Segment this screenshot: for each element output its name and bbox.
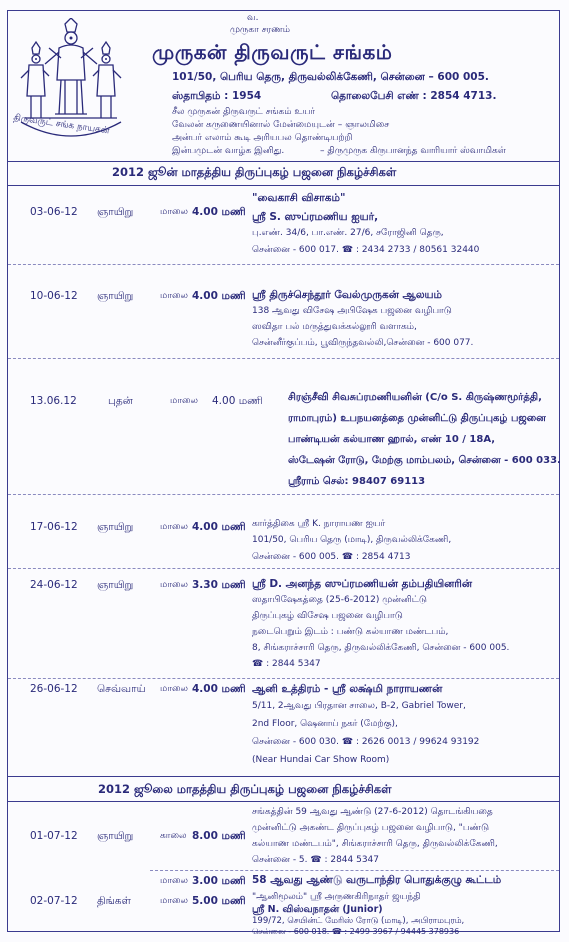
event-session: மாலை — [160, 522, 188, 532]
event-line: சென்னை - 600 030. ☎ : 2626 0013 / 99624 93192 — [252, 737, 480, 747]
event-session: மாலை — [160, 207, 188, 217]
event-line: சென்னை - 5. ☎ : 2844 5347 — [252, 855, 380, 865]
event-line: 5/11, 2ஆவது பிரதான சாலை, B-2, Gabriel Tower, — [252, 701, 466, 711]
event-time: 8.00 மணி — [192, 830, 246, 842]
event-line: சிரஞ்சீவி சிவசுப்ரமணியனின் (C/o S. கிருஷ்ணமூர்த்தி, — [288, 392, 542, 403]
event-day: செவ்வாய் — [97, 683, 146, 695]
event-line: பு.எண். 34/6, பா.எண். 27/6, சரோஜினி தெரு, — [252, 228, 444, 238]
event-line: 199/72, செயின்ட் மேரிஸ் ரோடு (மாடி), அபிராமபுரம், — [252, 916, 465, 926]
event-time: 4.00 மணி — [192, 206, 246, 218]
event-line: ஸதாபிஷேகத்தை (25-6-2012) முன்னிட்டு — [252, 595, 427, 605]
event-line: கல்யாண மண்டபம்", சிங்கராச்சாரி தெரு, திருவல்லிக்கேணி, — [252, 839, 498, 849]
event-line: ஸ்ரீ N. விஸ்வநாதன் (Junior) — [252, 904, 383, 915]
event-time: 3.30 மணி — [192, 579, 246, 591]
section-divider — [8, 185, 559, 186]
section-divider — [8, 801, 559, 802]
event-date: 03-06-12 — [30, 206, 78, 218]
row-divider — [8, 264, 559, 265]
event-session: மாலை — [160, 876, 188, 886]
event-line: ஸ்டேஷன் ரோடு, மேற்கு மாம்பலம், சென்னை - 600 033. — [288, 455, 561, 466]
event-line: சென்னை - 600 018. ☎ : 2499 3967 / 94445 378936 — [252, 927, 460, 936]
event-line: "ஆனிமூலம்" ஸ்ரீ அருணகிரிநாதர் ஜயந்தி — [252, 892, 421, 902]
event-date: 24-06-12 — [30, 579, 78, 591]
event-date: 02-07-12 — [30, 895, 78, 907]
header-divider — [8, 161, 559, 162]
event-session: மாலை — [170, 396, 198, 406]
verse-author: – திருமுருக கிருபானந்த வாரியார் ஸ்வாமிகள் — [320, 146, 506, 156]
event-date: 01-07-12 — [30, 830, 78, 842]
org-address: 101/50, பெரிய தெரு, திருவல்லிக்கேணி, சென்னை – 600 005. — [172, 71, 489, 83]
motto: முருகா சரணம் — [230, 25, 290, 35]
event-session: மாலை — [160, 896, 188, 906]
event-day: ஞாயிறு — [97, 290, 134, 302]
event-line: ஸவிதா பல் மருத்துவக்கல்லூரி வளாகம், — [252, 322, 417, 332]
event-line: ஸ்ரீ திருச்செந்தூர் வேல்முருகன் ஆலயம் — [252, 289, 442, 301]
section-title-june: 2012 ஜூன் மாதத்திய திருப்புகழ் பஜனை நிகழ்ச்சிகள் — [112, 165, 397, 179]
event-line: ஆனி உத்திரம் - ஸ்ரீ லக்ஷ்மி நாராயணன் — [252, 683, 443, 695]
logo-caption: திருவருட் சங்க நாயகன் — [12, 113, 111, 137]
event-session: மாலை — [160, 291, 188, 301]
org-name: முருகன் திருவருட் சங்கம் — [152, 40, 393, 64]
event-date: 17-06-12 — [30, 521, 78, 533]
section-title-july: 2012 ஜூலை மாதத்திய திருப்புகழ் பஜனை நிகழ்ச்சிகள் — [98, 782, 392, 796]
event-line: "வைகாசி விசாகம்" — [252, 192, 346, 204]
event-day: ஞாயிறு — [97, 579, 134, 591]
section-divider — [8, 776, 559, 777]
event-session: மாலை — [160, 684, 188, 694]
event-line: நடைபெறும் இடம் : பண்டு கல்யாண மண்டபம், — [252, 627, 449, 637]
event-day: திங்கள் — [97, 895, 131, 907]
event-session: காலை — [160, 831, 187, 841]
row-divider — [8, 568, 559, 569]
event-line: ஸ்ரீராம் செல்: 98407 69113 — [288, 476, 426, 487]
event-line: 2nd Floor, ஷெனாய் நகர் (மேற்கு), — [252, 719, 398, 729]
event-line: ☎ : 2844 5347 — [252, 659, 321, 669]
event-day: ஞாயிறு — [97, 206, 134, 218]
verse-line-1: சீல முருகன் திருவருட் சங்கம் உயர் — [172, 107, 315, 117]
event-line: சென்னை - 600 017. ☎ : 2434 2733 / 80561 32440 — [252, 245, 480, 255]
event-day: புதன் — [108, 395, 133, 407]
event-date: 10-06-12 — [30, 290, 78, 302]
event-line: 8, சிங்கராச்சாரி தெரு, திருவல்லிக்கேணி, சென்னை - 600 005. — [252, 643, 510, 653]
event-line: முன்னிட்டு அகண்ட திருப்புகழ் பஜனை வழிபாடு, "பண்டு — [252, 823, 490, 833]
event-session: மாலை — [160, 580, 188, 590]
row-divider — [150, 870, 559, 871]
row-divider — [8, 358, 559, 359]
event-line: திருப்புகழ் விசேஷ பஜனை வழிபாடு — [252, 611, 403, 621]
event-line: சங்கத்தின் 59 ஆவது ஆண்டு (27-6-2012) தொடங்கியதை — [252, 807, 493, 817]
invocation: வ. — [247, 13, 259, 23]
event-line: ஸ்ரீ S. ஸுப்ரமணிய ஐயர், — [252, 211, 379, 223]
event-date: 13.06.12 — [30, 395, 77, 407]
event-line: ஸ்ரீ D. அனந்த ஸுப்ரமணியன் தம்பதியினரின் — [252, 578, 473, 590]
event-time: 3.00 மணி — [192, 875, 246, 887]
event-time: 5.00 மணி — [192, 895, 246, 907]
event-time: 4.00 மணி — [192, 290, 246, 302]
verse-line-4: இன்பமுடன் வாழ்க இனிது. — [172, 146, 285, 156]
event-line: (Near Hundai Car Show Room) — [252, 755, 390, 765]
event-line: சென்னீர்குப்பம், பூவிருந்தவல்லி,சென்னை - 600 077. — [252, 338, 474, 348]
event-date: 26-06-12 — [30, 683, 78, 695]
event-line: ராமாபுரம்) உபநயனத்தை முன்னிட்டு திருப்புகழ் பஜனை — [288, 413, 546, 424]
founded-year: ஸ்தாபிதம் : 1954 — [172, 90, 262, 102]
org-phone: தொலைபேசி எண் : 2854 4713. — [331, 90, 497, 102]
event-time: 4.00 மணி — [192, 683, 246, 695]
event-line: 101/50, பெரிய தெரு (மாடி), திருவல்லிக்கேணி, — [252, 535, 452, 545]
event-line: பாண்டியன் கல்யாண ஹால், எண் 10 / 18A, — [288, 434, 496, 445]
event-day: ஞாயிறு — [97, 830, 134, 842]
event-line: 58 ஆவது ஆண்டு வருடாந்திர பொதுக்குழு கூட்டம் — [252, 874, 502, 886]
event-line: 138 ஆவது விசேஷ அபிஷேக பஜனை வழிபாடு — [252, 306, 452, 316]
row-divider — [8, 678, 559, 679]
event-line: சென்னை - 600 005. ☎ : 2854 4713 — [252, 552, 411, 562]
row-divider — [8, 494, 559, 495]
event-time: 4.00 மணி — [212, 395, 263, 407]
verse-line-2: வேலன் கருணையினால் மேன்மையுடன் – ஞாலமிசை — [172, 120, 390, 130]
event-day: ஞாயிறு — [97, 521, 134, 533]
event-line: கார்த்திகை ஸ்ரீ K. நாராயண ஐயர் — [252, 519, 386, 529]
event-time: 4.00 மணி — [192, 521, 246, 533]
verse-line-3: அன்பர் எலாம் கூடி அரியபல தொண்டியற்றி — [172, 133, 353, 143]
